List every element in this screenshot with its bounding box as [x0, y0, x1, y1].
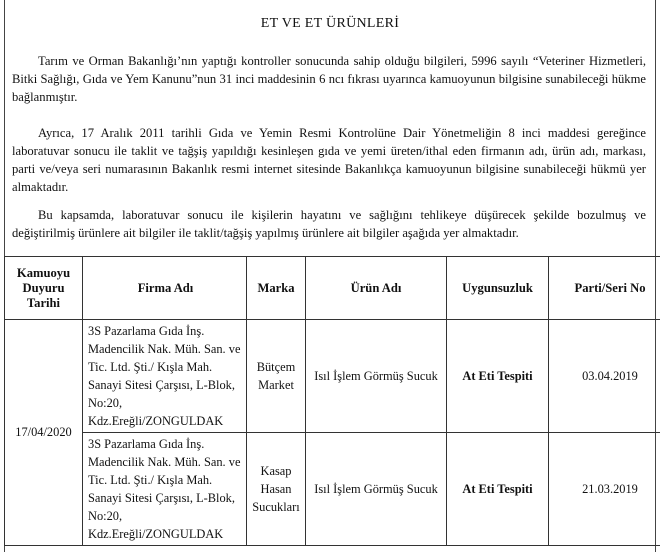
header-firm: Firma Adı: [83, 257, 247, 320]
product-cell: Isıl İşlem Görmüş Sucuk: [306, 433, 447, 546]
table-header: [5, 257, 660, 320]
header-product: Ürün Adı: [306, 257, 447, 320]
nonconformity-cell: At Eti Tespiti: [447, 433, 549, 546]
table-body: [5, 320, 660, 546]
document-page: [4, 0, 656, 552]
lot-cell: 03.04.2019: [549, 320, 660, 433]
header-brand: Marka: [247, 257, 306, 320]
intro-paragraph: Tarım ve Orman Bakanlığı’nın yaptığı kontroller sonucunda sahip olduğu bilgileri, 5996 sayılı “Veteriner Hizmetleri, Bitki Sağlığı, Gıda ve Yem Kanunu”nun 31 inci maddesinin 6 ncı fıkrası uyarınca kamuoyunun bilgisine sunabileceği hükme bağlanmıştır.: [12, 54, 646, 104]
firm-cell: 3S Pazarlama Gıda İnş. Madencilik Nak. Müh. San. ve Tic. Ltd. Şti./ Kışla Mah. Sanayi Sitesi Çarşısı, L-Blok, No:20, Kdz.Ereğli/ZONGULDAK: [83, 320, 247, 433]
products-table: [4, 256, 660, 546]
regulation-paragraph: Ayrıca, 17 Aralık 2011 tarihli Gıda ve Yemin Resmi Kontrolüne Dair Yönetmeliğin 8 inci maddesi gereğince laboratuvar sonucu ile taklit ve tağşiş yapıldığı kesinleşen gıda ve yemi üreten/ithal eden firmanın adı, ürün adı, markası, parti ve/veya seri numarasının Bakanlık resmi internet sitesinde Bakanlıkça kamuoyunun bilgisine sunabileceği hükmü yer almaktadır.: [12, 126, 646, 194]
nonconformity-cell: At Eti Tespiti: [447, 320, 549, 433]
table-row: [5, 433, 660, 546]
header-date: Kamuoyu Duyuru Tarihi: [5, 257, 83, 320]
firm-cell: 3S Pazarlama Gıda İnş. Madencilik Nak. Müh. San. ve Tic. Ltd. Şti./ Kışla Mah. Sanayi Sitesi Çarşısı, L-Blok, No:20, Kdz.Ereğli/ZONGULDAK: [83, 433, 247, 546]
table-header-row: [5, 257, 660, 320]
table-row: [5, 320, 660, 433]
product-cell: Isıl İşlem Görmüş Sucuk: [306, 320, 447, 433]
brand-cell: Kasap Hasan Sucukları: [247, 433, 306, 546]
announcement-date: 17/04/2020: [5, 320, 83, 546]
lot-cell: 21.03.2019: [549, 433, 660, 546]
scope-paragraph: Bu kapsamda, laboratuvar sonucu ile kişilerin hayatını ve sağlığını tehlikeye düşürecek şekilde bozulmuş ve değiştirilmiş ürünlere ait bilgiler ile taklit/tağşiş yapılmış ürünlere ait bilgiler aşağıda yer almaktadır.: [12, 208, 646, 240]
header-nonconformity: Uygunsuzluk: [447, 257, 549, 320]
header-lot: Parti/Seri No: [549, 257, 660, 320]
page-title: ET VE ET ÜRÜNLERİ: [260, 16, 400, 31]
brand-cell: Bütçem Market: [247, 320, 306, 433]
